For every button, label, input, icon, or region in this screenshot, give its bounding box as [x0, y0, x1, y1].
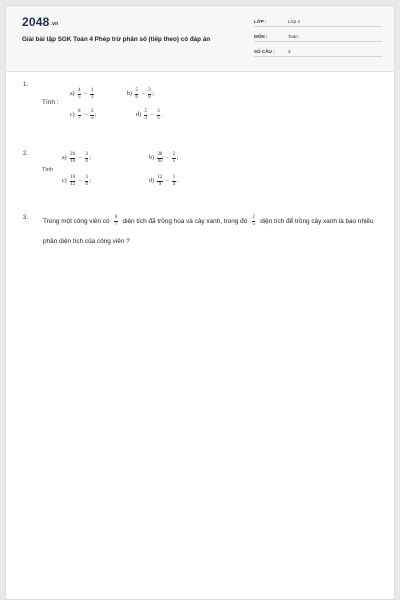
fraction: $\frac{2}{3}$: [90, 109, 94, 121]
document-title: Giải bài tập SGK Toán 4 Phép trừ phân số (tiếp theo) có đáp án: [22, 36, 211, 43]
question-2-number: 2.: [23, 151, 29, 157]
grade-label: LỚP :: [254, 19, 267, 24]
fraction: $\frac{30}{45}$: [157, 152, 163, 164]
q2-expression-a: a) $\frac{20}{16}$ − $\frac{3}{4}$ ;: [62, 152, 91, 164]
fraction: $\frac{3}{5}$: [157, 109, 160, 121]
logo-suffix: .vn: [50, 21, 59, 27]
count-label: SỐ CÂU :: [254, 49, 275, 54]
meta-divider: [254, 26, 382, 27]
question-3-number: 3.: [23, 215, 29, 221]
fraction: $\frac{2}{5}$: [172, 152, 176, 164]
fraction: $\frac{3}{8}$: [148, 88, 151, 100]
count-value: 3: [288, 49, 291, 54]
q2-expression-b: b) $\frac{30}{45}$ − $\frac{2}{5}$ ;: [149, 152, 179, 164]
subject-label: MÔN :: [254, 34, 268, 39]
fraction: $\frac{6}{7}$: [114, 215, 118, 227]
fraction: $\frac{5}{3}$: [144, 109, 147, 121]
question-1-number: 1.: [23, 82, 29, 88]
q2-expression-d: d) $\frac{12}{9}$ − $\frac{1}{4}$ .: [149, 175, 179, 187]
fraction: $\frac{4}{5}$: [78, 88, 81, 100]
q1-expression-a: a) $\frac{4}{5}$ − $\frac{1}{3}$: [70, 88, 94, 100]
question-3-text: Trong một công viên có $\frac{6}{7}$ diện tích đã trồng hoa và cây xanh, trong đó $\frac{2}{5}$ diện tích để trồng cây xanh là bao nhiêu phần diện tích của công viên ?: [43, 215, 374, 245]
grade-value: Lớp 4: [288, 19, 300, 24]
fraction: $\frac{12}{9}$: [157, 175, 163, 187]
meta-divider: [254, 41, 382, 42]
q1-expression-b: b) $\frac{5}{6}$ − $\frac{3}{8}$ ;: [127, 88, 154, 100]
fraction: $\frac{20}{16}$: [70, 152, 75, 164]
fraction: $\frac{3}{4}$: [85, 152, 88, 164]
meta-divider: [254, 56, 382, 57]
question-1-label: Tính :: [42, 99, 59, 106]
fraction: $\frac{3}{4}$: [85, 175, 88, 187]
logo-text: 2048: [22, 15, 50, 29]
fraction: $\frac{2}{5}$: [252, 215, 255, 227]
fraction: $\frac{1}{4}$: [172, 175, 176, 187]
fraction: $\frac{1}{3}$: [90, 88, 94, 100]
fraction: $\frac{10}{12}$: [70, 175, 75, 187]
worksheet-page: [5, 5, 395, 600]
q2-expression-c: c) $\frac{10}{12}$ − $\frac{3}{4}$ ;: [62, 175, 91, 187]
subject-value: Toán: [288, 34, 298, 39]
question-2-label: Tính: [42, 167, 54, 173]
fraction: $\frac{8}{7}$: [78, 109, 81, 121]
document-header: [6, 6, 394, 72]
site-logo[interactable]: [22, 15, 58, 29]
q1-expression-c: c) $\frac{8}{7}$ − $\frac{2}{3}$ ;: [70, 109, 97, 121]
fraction: $\frac{5}{6}$: [135, 88, 138, 100]
q1-expression-d: d) $\frac{5}{3}$ − $\frac{3}{5}$ .: [136, 109, 163, 121]
